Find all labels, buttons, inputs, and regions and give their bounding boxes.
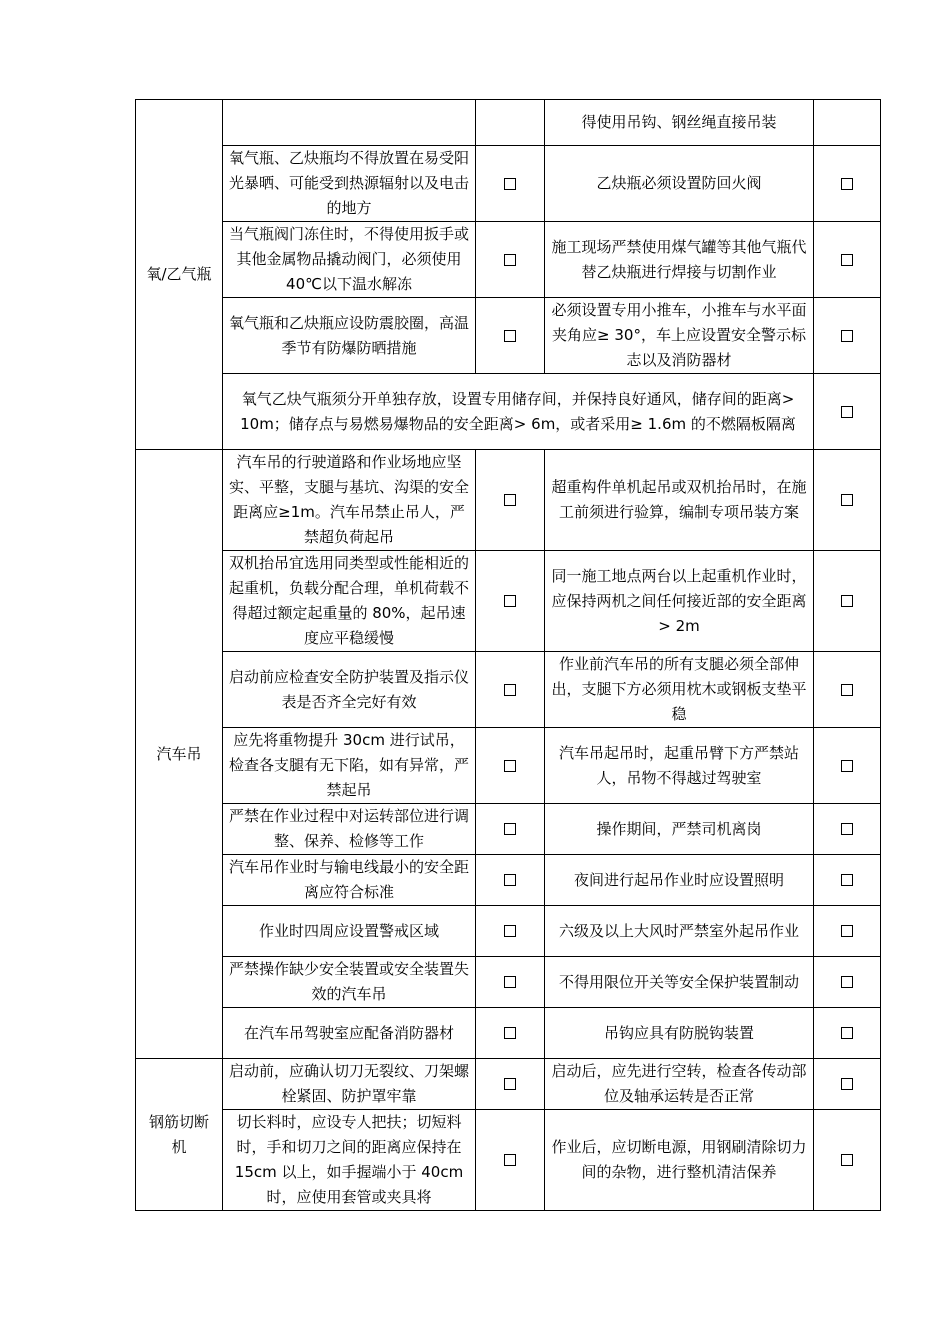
left-item-text: 启动前，应确认切刀无裂纹、刀架螺栓紧固、防护罩牢靠 bbox=[223, 1059, 476, 1110]
left-check-cell[interactable] bbox=[476, 1008, 545, 1059]
safety-checklist-table bbox=[135, 99, 881, 1211]
right-check-cell[interactable] bbox=[814, 1059, 881, 1110]
checkbox[interactable] bbox=[504, 254, 516, 266]
left-check-cell[interactable] bbox=[476, 855, 545, 906]
table-row bbox=[136, 855, 881, 906]
right-item-text: 启动后，应先进行空转，检查各传动部位及轴承运转是否正常 bbox=[545, 1059, 814, 1110]
right-check-cell[interactable] bbox=[814, 450, 881, 551]
table-row bbox=[136, 1059, 881, 1110]
checkbox[interactable] bbox=[504, 1027, 516, 1039]
right-check-cell bbox=[814, 100, 881, 146]
checkbox[interactable] bbox=[841, 925, 853, 937]
right-check-cell[interactable] bbox=[814, 906, 881, 957]
right-check-cell[interactable] bbox=[814, 551, 881, 652]
right-item-text: 施工现场严禁使用煤气罐等其他气瓶代替乙炔瓶进行焊接与切割作业 bbox=[545, 222, 814, 298]
left-item-text bbox=[223, 100, 476, 146]
left-check-cell bbox=[476, 100, 545, 146]
right-item-text: 操作期间，严禁司机离岗 bbox=[545, 804, 814, 855]
right-item-text: 不得用限位开关等安全保护装置制动 bbox=[545, 957, 814, 1008]
table-row bbox=[136, 146, 881, 222]
right-check-cell[interactable] bbox=[814, 222, 881, 298]
table-row bbox=[136, 728, 881, 804]
checkbox[interactable] bbox=[504, 1154, 516, 1166]
left-item-text: 氧气瓶和乙炔瓶应设防震胶圈，高温季节有防爆防晒措施 bbox=[223, 298, 476, 374]
checkbox[interactable] bbox=[504, 178, 516, 190]
checkbox[interactable] bbox=[504, 595, 516, 607]
full-width-item-text: 氧气乙炔气瓶须分开单独存放，设置专用储存间，并保持良好通风，储存间的距离> 10m；储存点与易燃易爆物品的安全距离> 6m，或者采用≥ 1.6m 的不燃隔板隔离 bbox=[223, 374, 814, 450]
left-check-cell[interactable] bbox=[476, 1059, 545, 1110]
table-row bbox=[136, 222, 881, 298]
checkbox[interactable] bbox=[841, 254, 853, 266]
checkbox[interactable] bbox=[841, 1078, 853, 1090]
checkbox[interactable] bbox=[841, 823, 853, 835]
left-item-text: 严禁操作缺少安全装置或安全装置失效的汽车吊 bbox=[223, 957, 476, 1008]
checkbox[interactable] bbox=[504, 925, 516, 937]
left-check-cell[interactable] bbox=[476, 222, 545, 298]
checkbox[interactable] bbox=[504, 760, 516, 772]
left-item-text: 当气瓶阀门冻住时，不得使用扳手或其他金属物品撬动阀门，必须使用 40℃以下温水解冻 bbox=[223, 222, 476, 298]
checkbox[interactable] bbox=[841, 406, 853, 418]
left-item-text: 启动前应检查安全防护装置及指示仪表是否齐全完好有效 bbox=[223, 652, 476, 728]
left-check-cell[interactable] bbox=[476, 298, 545, 374]
left-check-cell[interactable] bbox=[476, 957, 545, 1008]
right-check-cell[interactable] bbox=[814, 374, 881, 450]
right-item-text: 同一施工地点两台以上起重机作业时，应保持两机之间任何接近部的安全距离> 2m bbox=[545, 551, 814, 652]
checkbox[interactable] bbox=[504, 330, 516, 342]
right-check-cell[interactable] bbox=[814, 1008, 881, 1059]
right-item-text: 六级及以上大风时严禁室外起吊作业 bbox=[545, 906, 814, 957]
left-item-text: 在汽车吊驾驶室应配备消防器材 bbox=[223, 1008, 476, 1059]
left-item-text: 切长料时，应设专人把扶；切短料时，手和切刀之间的距离应保持在 15cm 以上，如手握端小于 40cm 时，应使用套管或夹具将 bbox=[223, 1110, 476, 1211]
right-item-text: 必须设置专用小推车，小推车与水平面夹角应≥ 30°，车上应设置安全警示标志以及消防器材 bbox=[545, 298, 814, 374]
category-cell: 氧/乙气瓶 bbox=[136, 100, 223, 450]
right-item-text: 得使用吊钩、钢丝绳直接吊装 bbox=[545, 100, 814, 146]
left-item-text: 严禁在作业过程中对运转部位进行调整、保养、检修等工作 bbox=[223, 804, 476, 855]
left-check-cell[interactable] bbox=[476, 906, 545, 957]
checkbox[interactable] bbox=[504, 874, 516, 886]
left-check-cell[interactable] bbox=[476, 551, 545, 652]
right-item-text: 汽车吊起吊时，起重吊臂下方严禁站人，吊物不得越过驾驶室 bbox=[545, 728, 814, 804]
checkbox[interactable] bbox=[841, 178, 853, 190]
table-row bbox=[136, 906, 881, 957]
left-check-cell[interactable] bbox=[476, 804, 545, 855]
left-check-cell[interactable] bbox=[476, 450, 545, 551]
left-item-text: 作业时四周应设置警戒区域 bbox=[223, 906, 476, 957]
left-item-text: 汽车吊作业时与输电线最小的安全距离应符合标准 bbox=[223, 855, 476, 906]
checkbox[interactable] bbox=[841, 874, 853, 886]
left-check-cell[interactable] bbox=[476, 1110, 545, 1211]
checkbox[interactable] bbox=[504, 976, 516, 988]
checkbox[interactable] bbox=[841, 330, 853, 342]
checkbox[interactable] bbox=[504, 494, 516, 506]
right-check-cell[interactable] bbox=[814, 652, 881, 728]
left-item-text: 氧气瓶、乙炔瓶均不得放置在易受阳光暴晒、可能受到热源辐射以及电击的地方 bbox=[223, 146, 476, 222]
table-row bbox=[136, 804, 881, 855]
table-row bbox=[136, 957, 881, 1008]
right-check-cell[interactable] bbox=[814, 146, 881, 222]
category-cell: 汽车吊 bbox=[136, 450, 223, 1059]
checkbox[interactable] bbox=[841, 1154, 853, 1166]
right-check-cell[interactable] bbox=[814, 298, 881, 374]
table-row bbox=[136, 652, 881, 728]
right-check-cell[interactable] bbox=[814, 957, 881, 1008]
checkbox[interactable] bbox=[504, 684, 516, 696]
category-cell: 钢筋切断机 bbox=[136, 1059, 223, 1211]
table-row bbox=[136, 298, 881, 374]
right-check-cell[interactable] bbox=[814, 1110, 881, 1211]
table-row bbox=[136, 374, 881, 450]
table-row bbox=[136, 1008, 881, 1059]
left-check-cell[interactable] bbox=[476, 652, 545, 728]
right-check-cell[interactable] bbox=[814, 855, 881, 906]
right-item-text: 作业后，应切断电源，用钢刷清除切力间的杂物，进行整机清洁保养 bbox=[545, 1110, 814, 1211]
checkbox[interactable] bbox=[504, 823, 516, 835]
checkbox[interactable] bbox=[841, 494, 853, 506]
left-item-text: 应先将重物提升 30cm 进行试吊，检查各支腿有无下陷，如有异常，严禁起吊 bbox=[223, 728, 476, 804]
left-item-text: 汽车吊的行驶道路和作业场地应坚实、平整，支腿与基坑、沟渠的安全距离应≥1m。汽车吊禁止吊人，严禁超负荷起吊 bbox=[223, 450, 476, 551]
right-item-text: 吊钩应具有防脱钩装置 bbox=[545, 1008, 814, 1059]
table-row bbox=[136, 450, 881, 551]
checkbox[interactable] bbox=[504, 1078, 516, 1090]
table-row bbox=[136, 551, 881, 652]
right-item-text: 夜间进行起吊作业时应设置照明 bbox=[545, 855, 814, 906]
checkbox[interactable] bbox=[841, 684, 853, 696]
left-item-text: 双机抬吊宜选用同类型或性能相近的起重机，负载分配合理，单机荷载不得超过额定起重量的 80%，起吊速度应平稳缓慢 bbox=[223, 551, 476, 652]
checkbox[interactable] bbox=[841, 976, 853, 988]
left-check-cell[interactable] bbox=[476, 146, 545, 222]
right-item-text: 乙炔瓶必须设置防回火阀 bbox=[545, 146, 814, 222]
right-check-cell[interactable] bbox=[814, 728, 881, 804]
left-check-cell[interactable] bbox=[476, 728, 545, 804]
checkbox[interactable] bbox=[841, 1027, 853, 1039]
right-check-cell[interactable] bbox=[814, 804, 881, 855]
table-row bbox=[136, 1110, 881, 1211]
right-item-text: 作业前汽车吊的所有支腿必须全部伸出，支腿下方必须用枕木或钢板支垫平稳 bbox=[545, 652, 814, 728]
table-row bbox=[136, 100, 881, 146]
checkbox[interactable] bbox=[841, 760, 853, 772]
right-item-text: 超重构件单机起吊或双机抬吊时，在施工前须进行验算，编制专项吊装方案 bbox=[545, 450, 814, 551]
checkbox[interactable] bbox=[841, 595, 853, 607]
